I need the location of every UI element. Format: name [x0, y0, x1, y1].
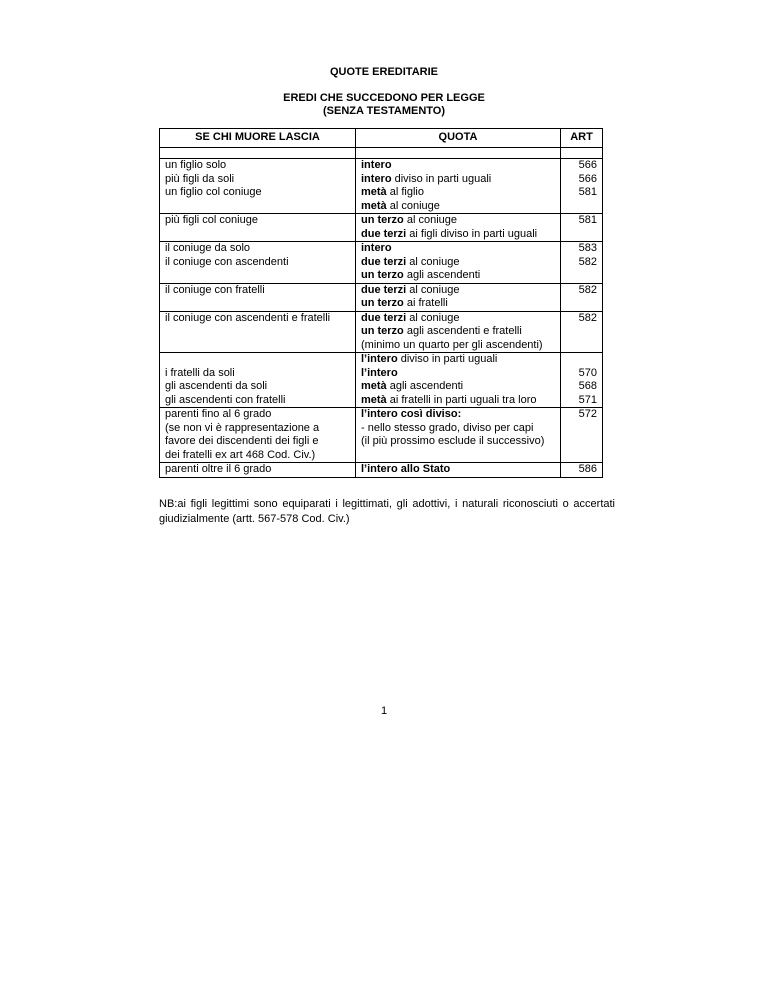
quota-line: - nello stesso grado, diviso per capi: [361, 421, 534, 434]
table-row: [160, 408, 603, 463]
document-subtitle: EREDI CHE SUCCEDONO PER LEGGE: [283, 92, 485, 104]
article-number: 583: [578, 242, 597, 254]
heir-line: un figlio col coniuge: [165, 186, 262, 198]
table-row: [160, 159, 603, 214]
quota-line: due terzi al coniuge: [361, 255, 460, 268]
quota-line: un terzo agli ascendenti e fratelli: [361, 325, 522, 337]
quota-line: metà al figlio: [361, 186, 424, 198]
cell-quota: [356, 408, 561, 463]
quota-line: un terzo agli ascendenti: [361, 269, 481, 281]
cell-who: [160, 463, 356, 478]
cell-art: [561, 283, 603, 311]
article-number: 582: [578, 311, 597, 324]
cell-who: [160, 214, 356, 242]
heir-line: parenti oltre il 6 grado: [165, 463, 272, 475]
cell-who: [160, 353, 356, 408]
quota-line: (minimo un quarto per gli ascendenti): [361, 338, 543, 351]
quota-line: l’intero diviso in parti uguali: [361, 353, 498, 365]
quota-line: un terzo ai fratelli: [361, 297, 448, 309]
quota-line: metà agli ascendenti: [361, 380, 464, 392]
header-quota: QUOTA: [356, 129, 561, 148]
cell-quota: [356, 159, 561, 214]
heir-line: un figlio solo: [165, 159, 227, 171]
quota-line: due terzi al coniuge: [361, 311, 460, 324]
cell-art: [561, 463, 603, 478]
cell-art: [561, 408, 603, 463]
quota-line: (il più prossimo esclude il successivo): [361, 435, 545, 447]
cell-who: [160, 159, 356, 214]
header-who: SE CHI MUORE LASCIA: [160, 129, 356, 148]
article-number: 586: [578, 463, 597, 475]
quota-line: metà al coniuge: [361, 199, 440, 212]
article-number: 570: [578, 366, 597, 379]
document-subtitle-note: (SENZA TESTAMENTO): [322, 105, 445, 117]
quota-line: due terzi ai figli diviso in parti uguali: [361, 227, 538, 240]
article-number: 566: [578, 172, 597, 185]
heir-line: gli ascendenti da soli: [165, 380, 268, 392]
heir-line: il coniuge con ascendenti: [165, 255, 289, 268]
quota-line: intero: [361, 159, 392, 171]
inheritance-table: [159, 128, 603, 478]
heir-line: i fratelli da soli: [165, 366, 235, 379]
quota-line: metà ai fratelli in parti uguali tra loro: [361, 393, 537, 406]
cell-quota: [356, 353, 561, 408]
heir-line: il coniuge da solo: [165, 242, 251, 254]
article-number: 571: [578, 393, 597, 406]
quota-line: intero: [361, 242, 392, 254]
cell-who: [160, 242, 356, 284]
heir-line: [165, 353, 350, 367]
table-row: [160, 283, 603, 311]
quota-line: intero diviso in parti uguali: [361, 172, 492, 185]
header-art: ART: [561, 129, 603, 148]
cell-art: [561, 353, 603, 408]
quota-line: l’intero così diviso:: [361, 408, 462, 420]
heir-line: (se non vi è rappresentazione a: [165, 421, 320, 434]
cell-art: [561, 242, 603, 284]
cell-art: [561, 311, 603, 353]
cell-art: [561, 214, 603, 242]
article-number: 581: [578, 214, 597, 226]
cell-quota: [356, 283, 561, 311]
document-title: QUOTE EREDITARIE: [330, 66, 438, 78]
article-number: 581: [578, 186, 597, 198]
heir-line: favore dei discendenti dei figli e: [165, 435, 319, 447]
article-number: 582: [578, 283, 597, 296]
heir-line: il coniuge con fratelli: [165, 283, 265, 296]
table-spacer-row: [160, 148, 603, 159]
footnote: NB:ai figli legittimi sono equiparati i legittimati, gli adottivi, i naturali riconosciuti o accertati giudizialmente (artt. 567-578 Cod. Civ.): [159, 498, 615, 525]
article-number: 568: [578, 380, 597, 392]
cell-art: [561, 159, 603, 214]
heir-line: più figli da soli: [165, 172, 235, 185]
heir-line: gli ascendenti con fratelli: [165, 393, 286, 406]
cell-quota: [356, 214, 561, 242]
heir-line: più figli col coniuge: [165, 214, 258, 226]
table-row: [160, 242, 603, 284]
quota-line: un terzo al coniuge: [361, 214, 457, 226]
table-row: [160, 311, 603, 353]
article-number: 566: [578, 159, 597, 171]
quota-line: l’intero: [361, 366, 398, 379]
cell-who: [160, 408, 356, 463]
table-row: [160, 353, 603, 408]
quota-line: l’intero allo Stato: [361, 463, 451, 475]
heir-line: dei fratelli ex art 468 Cod. Civ.): [165, 448, 316, 461]
cell-quota: [356, 311, 561, 353]
cell-quota: [356, 463, 561, 478]
heir-line: parenti fino al 6 grado: [165, 408, 272, 420]
heir-line: il coniuge con ascendenti e fratelli: [165, 311, 331, 324]
article-number: 582: [578, 255, 597, 268]
article-number: [566, 353, 597, 367]
quota-line: due terzi al coniuge: [361, 283, 460, 296]
article-number: 572: [578, 408, 597, 420]
table-row: [160, 463, 603, 478]
cell-quota: [356, 242, 561, 284]
table-row: [160, 214, 603, 242]
cell-who: [160, 311, 356, 353]
table-header-row: [160, 129, 603, 148]
cell-who: [160, 283, 356, 311]
page-number: 1: [380, 705, 388, 717]
